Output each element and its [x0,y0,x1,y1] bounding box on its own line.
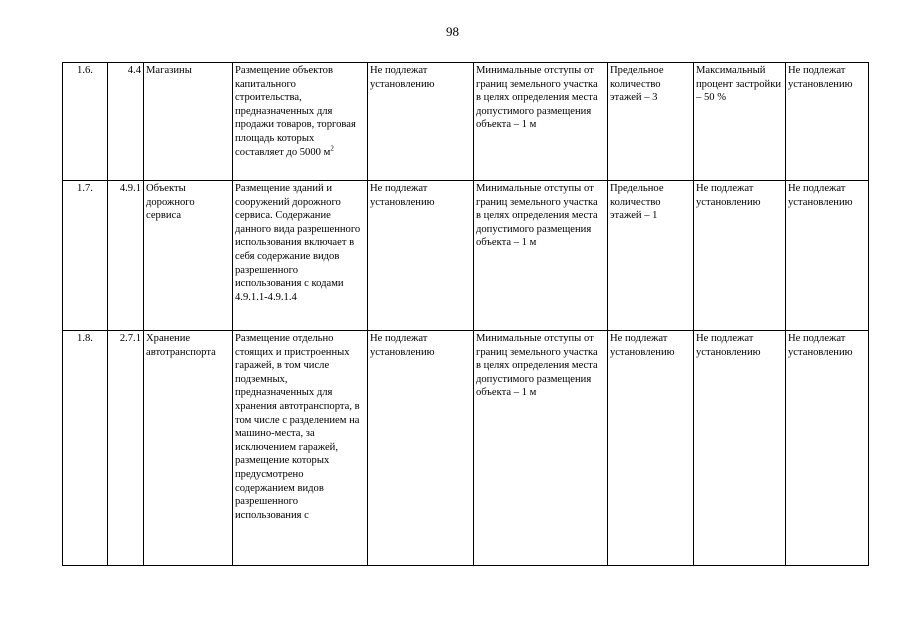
setback-limit: Минимальные отступы от границ земельного участка в целях определения места допустимого размещения объекта – 1 м [474,181,608,331]
use-description-text: Размещение объектов капитального строительства, предназначенных для продажи товаров, торговая площадь которых составляет до 5000 м [235,65,356,158]
use-name: Хранение автотранспорта [144,331,233,566]
table-row [63,181,869,331]
other-limit: Не подлежат установлению [786,331,869,566]
coverage-limit: Не подлежат установлению [694,181,786,331]
row-number: 1.8. [63,331,108,566]
plot-area-limit: Не подлежат установлению [368,331,474,566]
table-row [63,63,869,181]
use-name: Магазины [144,63,233,181]
superscript: 2 [330,144,334,153]
use-code: 2.7.1 [108,331,144,566]
floors-limit: Предельное количество этажей – 3 [608,63,694,181]
coverage-limit: Не подлежат установлению [694,331,786,566]
plot-area-limit: Не подлежат установлению [368,63,474,181]
zoning-regulations-table [62,62,869,566]
use-code: 4.9.1 [108,181,144,331]
floors-limit: Предельное количество этажей – 1 [608,181,694,331]
use-name: Объекты дорожного сервиса [144,181,233,331]
other-limit: Не подлежат установлению [786,181,869,331]
plot-area-limit: Не подлежат установлению [368,181,474,331]
use-description [233,63,368,181]
page-number: 98 [446,24,459,39]
use-code: 4.4 [108,63,144,181]
coverage-limit: Максимальный процент застройки – 50 % [694,63,786,181]
setback-limit: Минимальные отступы от границ земельного участка в целях определения места допустимого размещения объекта – 1 м [474,63,608,181]
use-description: Размещение отдельно стоящих и пристроенных гаражей, в том числе подземных, предназначенных для хранения автотранспорта, в том числе с разделением на машино-места, за исключением гаражей, размещение которых предусмотрено содержанием видов разрешенного использования с [233,331,368,566]
table-row [63,331,869,566]
other-limit: Не подлежат установлению [786,63,869,181]
use-description: Размещение зданий и сооружений дорожного сервиса. Содержание данного вида разрешенного использования включает в себя содержание видов разрешенного использования с кодами 4.9.1.1-4.9.1.4 [233,181,368,331]
floors-limit: Не подлежат установлению [608,331,694,566]
setback-limit: Минимальные отступы от границ земельного участка в целях определения места допустимого размещения объекта – 1 м [474,331,608,566]
row-number: 1.6. [63,63,108,181]
row-number: 1.7. [63,181,108,331]
